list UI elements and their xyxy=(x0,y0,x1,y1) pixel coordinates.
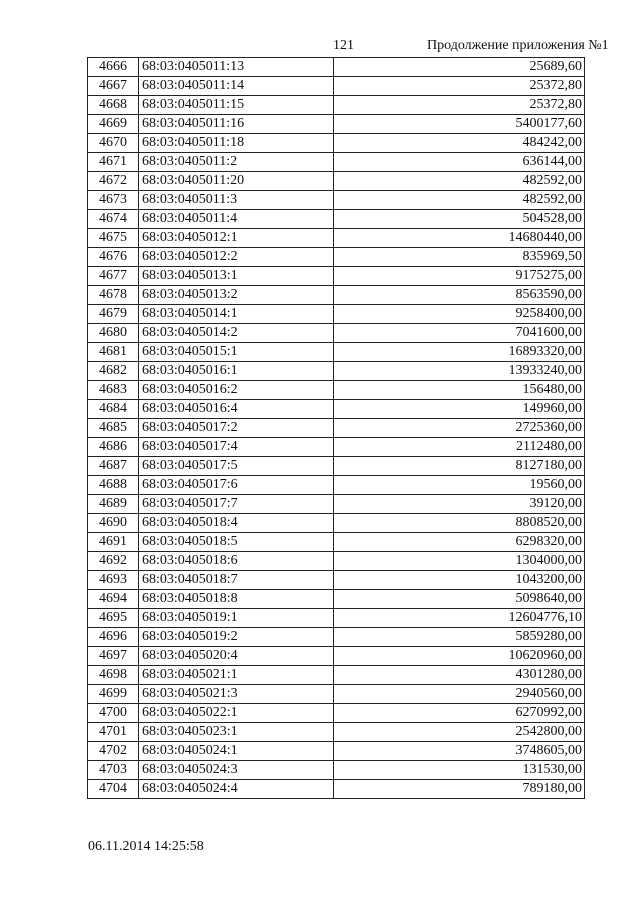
cadastral-value: 482592,00 xyxy=(334,191,585,210)
cadastral-value: 4301280,00 xyxy=(334,666,585,685)
cadastral-number: 68:03:0405021:3 xyxy=(139,685,334,704)
cadastral-number: 68:03:0405019:2 xyxy=(139,628,334,647)
cadastral-value: 2112480,00 xyxy=(334,438,585,457)
cadastral-number: 68:03:0405024:3 xyxy=(139,761,334,780)
row-number: 4688 xyxy=(88,476,139,495)
cadastral-number: 68:03:0405017:4 xyxy=(139,438,334,457)
table-row xyxy=(88,229,585,248)
cadastral-value: 6270992,00 xyxy=(334,704,585,723)
table-row xyxy=(88,134,585,153)
cadastral-number: 68:03:0405011:16 xyxy=(139,115,334,134)
row-number: 4702 xyxy=(88,742,139,761)
cadastral-number: 68:03:0405012:1 xyxy=(139,229,334,248)
table-row xyxy=(88,267,585,286)
cadastral-number: 68:03:0405018:7 xyxy=(139,571,334,590)
row-number: 4681 xyxy=(88,343,139,362)
cadastral-number: 68:03:0405018:4 xyxy=(139,514,334,533)
table-row xyxy=(88,77,585,96)
row-number: 4693 xyxy=(88,571,139,590)
cadastral-value: 149960,00 xyxy=(334,400,585,419)
cadastral-value: 10620960,00 xyxy=(334,647,585,666)
row-number: 4673 xyxy=(88,191,139,210)
cadastral-value: 156480,00 xyxy=(334,381,585,400)
row-number: 4700 xyxy=(88,704,139,723)
cadastral-number: 68:03:0405018:8 xyxy=(139,590,334,609)
row-number: 4668 xyxy=(88,96,139,115)
table-row xyxy=(88,58,585,77)
table-row xyxy=(88,552,585,571)
cadastral-value: 484242,00 xyxy=(334,134,585,153)
table-row xyxy=(88,343,585,362)
cadastral-value: 9258400,00 xyxy=(334,305,585,324)
cadastral-value: 39120,00 xyxy=(334,495,585,514)
table-row xyxy=(88,780,585,799)
table-row xyxy=(88,153,585,172)
row-number: 4701 xyxy=(88,723,139,742)
cadastral-value: 2725360,00 xyxy=(334,419,585,438)
table-row xyxy=(88,172,585,191)
table-row xyxy=(88,723,585,742)
cadastral-number: 68:03:0405021:1 xyxy=(139,666,334,685)
cadastral-number: 68:03:0405011:14 xyxy=(139,77,334,96)
table-row xyxy=(88,305,585,324)
row-number: 4669 xyxy=(88,115,139,134)
cadastral-value: 5098640,00 xyxy=(334,590,585,609)
table-row xyxy=(88,115,585,134)
cadastral-number: 68:03:0405011:2 xyxy=(139,153,334,172)
row-number: 4698 xyxy=(88,666,139,685)
table-row xyxy=(88,438,585,457)
cadastral-number: 68:03:0405016:1 xyxy=(139,362,334,381)
table-row xyxy=(88,704,585,723)
row-number: 4689 xyxy=(88,495,139,514)
cadastral-number: 68:03:0405011:13 xyxy=(139,58,334,77)
row-number: 4677 xyxy=(88,267,139,286)
cadastral-value: 835969,50 xyxy=(334,248,585,267)
cadastral-value: 131530,00 xyxy=(334,761,585,780)
table-row xyxy=(88,476,585,495)
row-number: 4685 xyxy=(88,419,139,438)
row-number: 4672 xyxy=(88,172,139,191)
row-number: 4684 xyxy=(88,400,139,419)
cadastral-value: 9175275,00 xyxy=(334,267,585,286)
table-row xyxy=(88,514,585,533)
cadastral-number: 68:03:0405017:2 xyxy=(139,419,334,438)
row-number: 4694 xyxy=(88,590,139,609)
table-row xyxy=(88,685,585,704)
row-number: 4683 xyxy=(88,381,139,400)
table-row xyxy=(88,533,585,552)
table-row xyxy=(88,666,585,685)
cadastral-value-table xyxy=(87,57,585,799)
row-number: 4666 xyxy=(88,58,139,77)
row-number: 4682 xyxy=(88,362,139,381)
table-row xyxy=(88,742,585,761)
cadastral-value: 16893320,00 xyxy=(334,343,585,362)
table-row xyxy=(88,571,585,590)
cadastral-value: 8127180,00 xyxy=(334,457,585,476)
cadastral-number: 68:03:0405011:20 xyxy=(139,172,334,191)
row-number: 4674 xyxy=(88,210,139,229)
row-number: 4695 xyxy=(88,609,139,628)
cadastral-number: 68:03:0405014:2 xyxy=(139,324,334,343)
cadastral-number: 68:03:0405022:1 xyxy=(139,704,334,723)
row-number: 4671 xyxy=(88,153,139,172)
cadastral-value: 482592,00 xyxy=(334,172,585,191)
cadastral-number: 68:03:0405018:6 xyxy=(139,552,334,571)
cadastral-number: 68:03:0405017:7 xyxy=(139,495,334,514)
cadastral-value: 1304000,00 xyxy=(334,552,585,571)
cadastral-value: 8563590,00 xyxy=(334,286,585,305)
cadastral-value: 12604776,10 xyxy=(334,609,585,628)
table-row xyxy=(88,210,585,229)
table-row xyxy=(88,400,585,419)
cadastral-value: 5859280,00 xyxy=(334,628,585,647)
cadastral-value: 25372,80 xyxy=(334,77,585,96)
table-row xyxy=(88,248,585,267)
cadastral-value: 3748605,00 xyxy=(334,742,585,761)
cadastral-value: 1043200,00 xyxy=(334,571,585,590)
cadastral-number: 68:03:0405023:1 xyxy=(139,723,334,742)
row-number: 4704 xyxy=(88,780,139,799)
table-row xyxy=(88,495,585,514)
cadastral-value: 14680440,00 xyxy=(334,229,585,248)
row-number: 4692 xyxy=(88,552,139,571)
table-row xyxy=(88,419,585,438)
cadastral-value: 5400177,60 xyxy=(334,115,585,134)
table-row xyxy=(88,286,585,305)
cadastral-value: 8808520,00 xyxy=(334,514,585,533)
cadastral-value: 789180,00 xyxy=(334,780,585,799)
row-number: 4690 xyxy=(88,514,139,533)
print-timestamp: 06.11.2014 14:25:58 xyxy=(88,839,204,854)
row-number: 4703 xyxy=(88,761,139,780)
row-number: 4678 xyxy=(88,286,139,305)
cadastral-number: 68:03:0405013:2 xyxy=(139,286,334,305)
cadastral-number: 68:03:0405011:15 xyxy=(139,96,334,115)
row-number: 4696 xyxy=(88,628,139,647)
row-number: 4697 xyxy=(88,647,139,666)
cadastral-value: 25372,80 xyxy=(334,96,585,115)
row-number: 4675 xyxy=(88,229,139,248)
cadastral-number: 68:03:0405024:1 xyxy=(139,742,334,761)
cadastral-value: 25689,60 xyxy=(334,58,585,77)
cadastral-number: 68:03:0405011:18 xyxy=(139,134,334,153)
table-row xyxy=(88,628,585,647)
table-row xyxy=(88,457,585,476)
row-number: 4679 xyxy=(88,305,139,324)
row-number: 4680 xyxy=(88,324,139,343)
cadastral-value: 636144,00 xyxy=(334,153,585,172)
row-number: 4691 xyxy=(88,533,139,552)
table-row xyxy=(88,761,585,780)
cadastral-value: 13933240,00 xyxy=(334,362,585,381)
cadastral-number: 68:03:0405015:1 xyxy=(139,343,334,362)
table-row xyxy=(88,96,585,115)
cadastral-number: 68:03:0405012:2 xyxy=(139,248,334,267)
appendix-note: Продолжение приложения №1 xyxy=(427,38,609,53)
table-row xyxy=(88,381,585,400)
cadastral-number: 68:03:0405014:1 xyxy=(139,305,334,324)
page-number: 121 xyxy=(333,38,354,53)
table-row xyxy=(88,609,585,628)
row-number: 4699 xyxy=(88,685,139,704)
row-number: 4676 xyxy=(88,248,139,267)
cadastral-number: 68:03:0405017:5 xyxy=(139,457,334,476)
cadastral-number: 68:03:0405016:4 xyxy=(139,400,334,419)
row-number: 4670 xyxy=(88,134,139,153)
table-row xyxy=(88,324,585,343)
cadastral-number: 68:03:0405024:4 xyxy=(139,780,334,799)
cadastral-value: 6298320,00 xyxy=(334,533,585,552)
table-row xyxy=(88,191,585,210)
cadastral-number: 68:03:0405011:4 xyxy=(139,210,334,229)
cadastral-value: 504528,00 xyxy=(334,210,585,229)
cadastral-value: 7041600,00 xyxy=(334,324,585,343)
cadastral-number: 68:03:0405020:4 xyxy=(139,647,334,666)
cadastral-value: 19560,00 xyxy=(334,476,585,495)
row-number: 4687 xyxy=(88,457,139,476)
cadastral-value: 2940560,00 xyxy=(334,685,585,704)
row-number: 4686 xyxy=(88,438,139,457)
table-row xyxy=(88,362,585,381)
table-row xyxy=(88,647,585,666)
cadastral-number: 68:03:0405017:6 xyxy=(139,476,334,495)
cadastral-number: 68:03:0405018:5 xyxy=(139,533,334,552)
table-row xyxy=(88,590,585,609)
cadastral-number: 68:03:0405013:1 xyxy=(139,267,334,286)
cadastral-number: 68:03:0405011:3 xyxy=(139,191,334,210)
row-number: 4667 xyxy=(88,77,139,96)
cadastral-number: 68:03:0405019:1 xyxy=(139,609,334,628)
cadastral-value: 2542800,00 xyxy=(334,723,585,742)
cadastral-number: 68:03:0405016:2 xyxy=(139,381,334,400)
